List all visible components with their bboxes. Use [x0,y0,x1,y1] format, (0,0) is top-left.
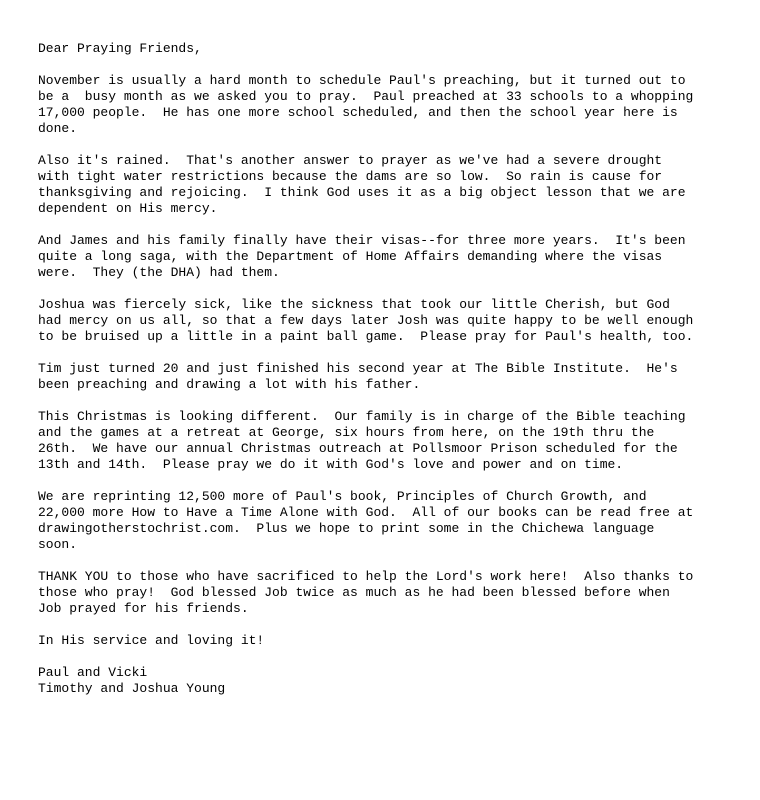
text-line: This Christmas is looking different. Our family is in charge of the Bible teaching [38,409,686,424]
text-line: 13th and 14th. Please pray we do it with God's love and power and on time. [38,457,624,472]
text-line: Tim just turned 20 and just finished his second year at The Bible Institute. He's [38,361,678,376]
paragraph-rain [38,153,738,217]
signature [38,665,738,697]
text-line: 26th. We have our annual Christmas outreach at Pollsmoor Prison scheduled for the [38,441,678,456]
text-line: those who pray! God blessed Job twice as much as he had been blessed before when [38,585,670,600]
text-line: Joshua was fiercely sick, like the sickness that took our little Cherish, but God [38,297,670,312]
text-line: We are reprinting 12,500 more of Paul's book, Principles of Church Growth, and [38,489,647,504]
text-line: In His service and loving it! [38,633,265,648]
text-line: And James and his family finally have their visas--for three more years. It's been [38,233,686,248]
signature-line: Paul and Vicki [38,665,148,680]
text-line: and the games at a retreat at George, six hours from here, on the 19th thru the [38,425,655,440]
paragraph-books [38,489,738,553]
paragraph-christmas [38,409,738,473]
text-line: thanksgiving and rejoicing. I think God uses it as a big object lesson that we are [38,185,686,200]
text-line: dependent on His mercy. [38,201,218,216]
paragraph-preaching [38,73,738,137]
text-line: to be bruised up a little in a paint ball game. Please pray for Paul's health, too. [38,329,694,344]
text-line: quite a long saga, with the Department of Home Affairs demanding where the visas [38,249,663,264]
text-line: Job prayed for his friends. [38,601,249,616]
text-line: Dear Praying Friends, [38,41,202,56]
text-line: with tight water restrictions because the dams are so low. So rain is cause for [38,169,663,184]
text-line: THANK YOU to those who have sacrificed to help the Lord's work here! Also thanks to [38,569,694,584]
text-line: had mercy on us all, so that a few days later Josh was quite happy to be well enough [38,313,694,328]
salutation [38,41,738,57]
letter-body [38,41,738,697]
text-line: 22,000 more How to Have a Time Alone with God. All of our books can be read free at [38,505,694,520]
paragraph-visas [38,233,738,281]
signature-line: Timothy and Joshua Young [38,681,226,696]
closing [38,633,738,649]
text-line: soon. [38,537,78,552]
paragraph-joshua [38,297,738,345]
text-line: been preaching and drawing a lot with his father. [38,377,421,392]
text-line: 17,000 people. He has one more school scheduled, and then the school year here is [38,105,678,120]
text-line: were. They (the DHA) had them. [38,265,280,280]
text-line: done. [38,121,78,136]
text-line: be a busy month as we asked you to pray. Paul preached at 33 schools to a whopping [38,89,694,104]
paragraph-tim [38,361,738,393]
text-line: drawingotherstochrist.com. Plus we hope to print some in the Chichewa language [38,521,655,536]
text-line: November is usually a hard month to schedule Paul's preaching, but it turned out to [38,73,686,88]
paragraph-thanks [38,569,738,617]
text-line: Also it's rained. That's another answer to prayer as we've had a severe drought [38,153,663,168]
